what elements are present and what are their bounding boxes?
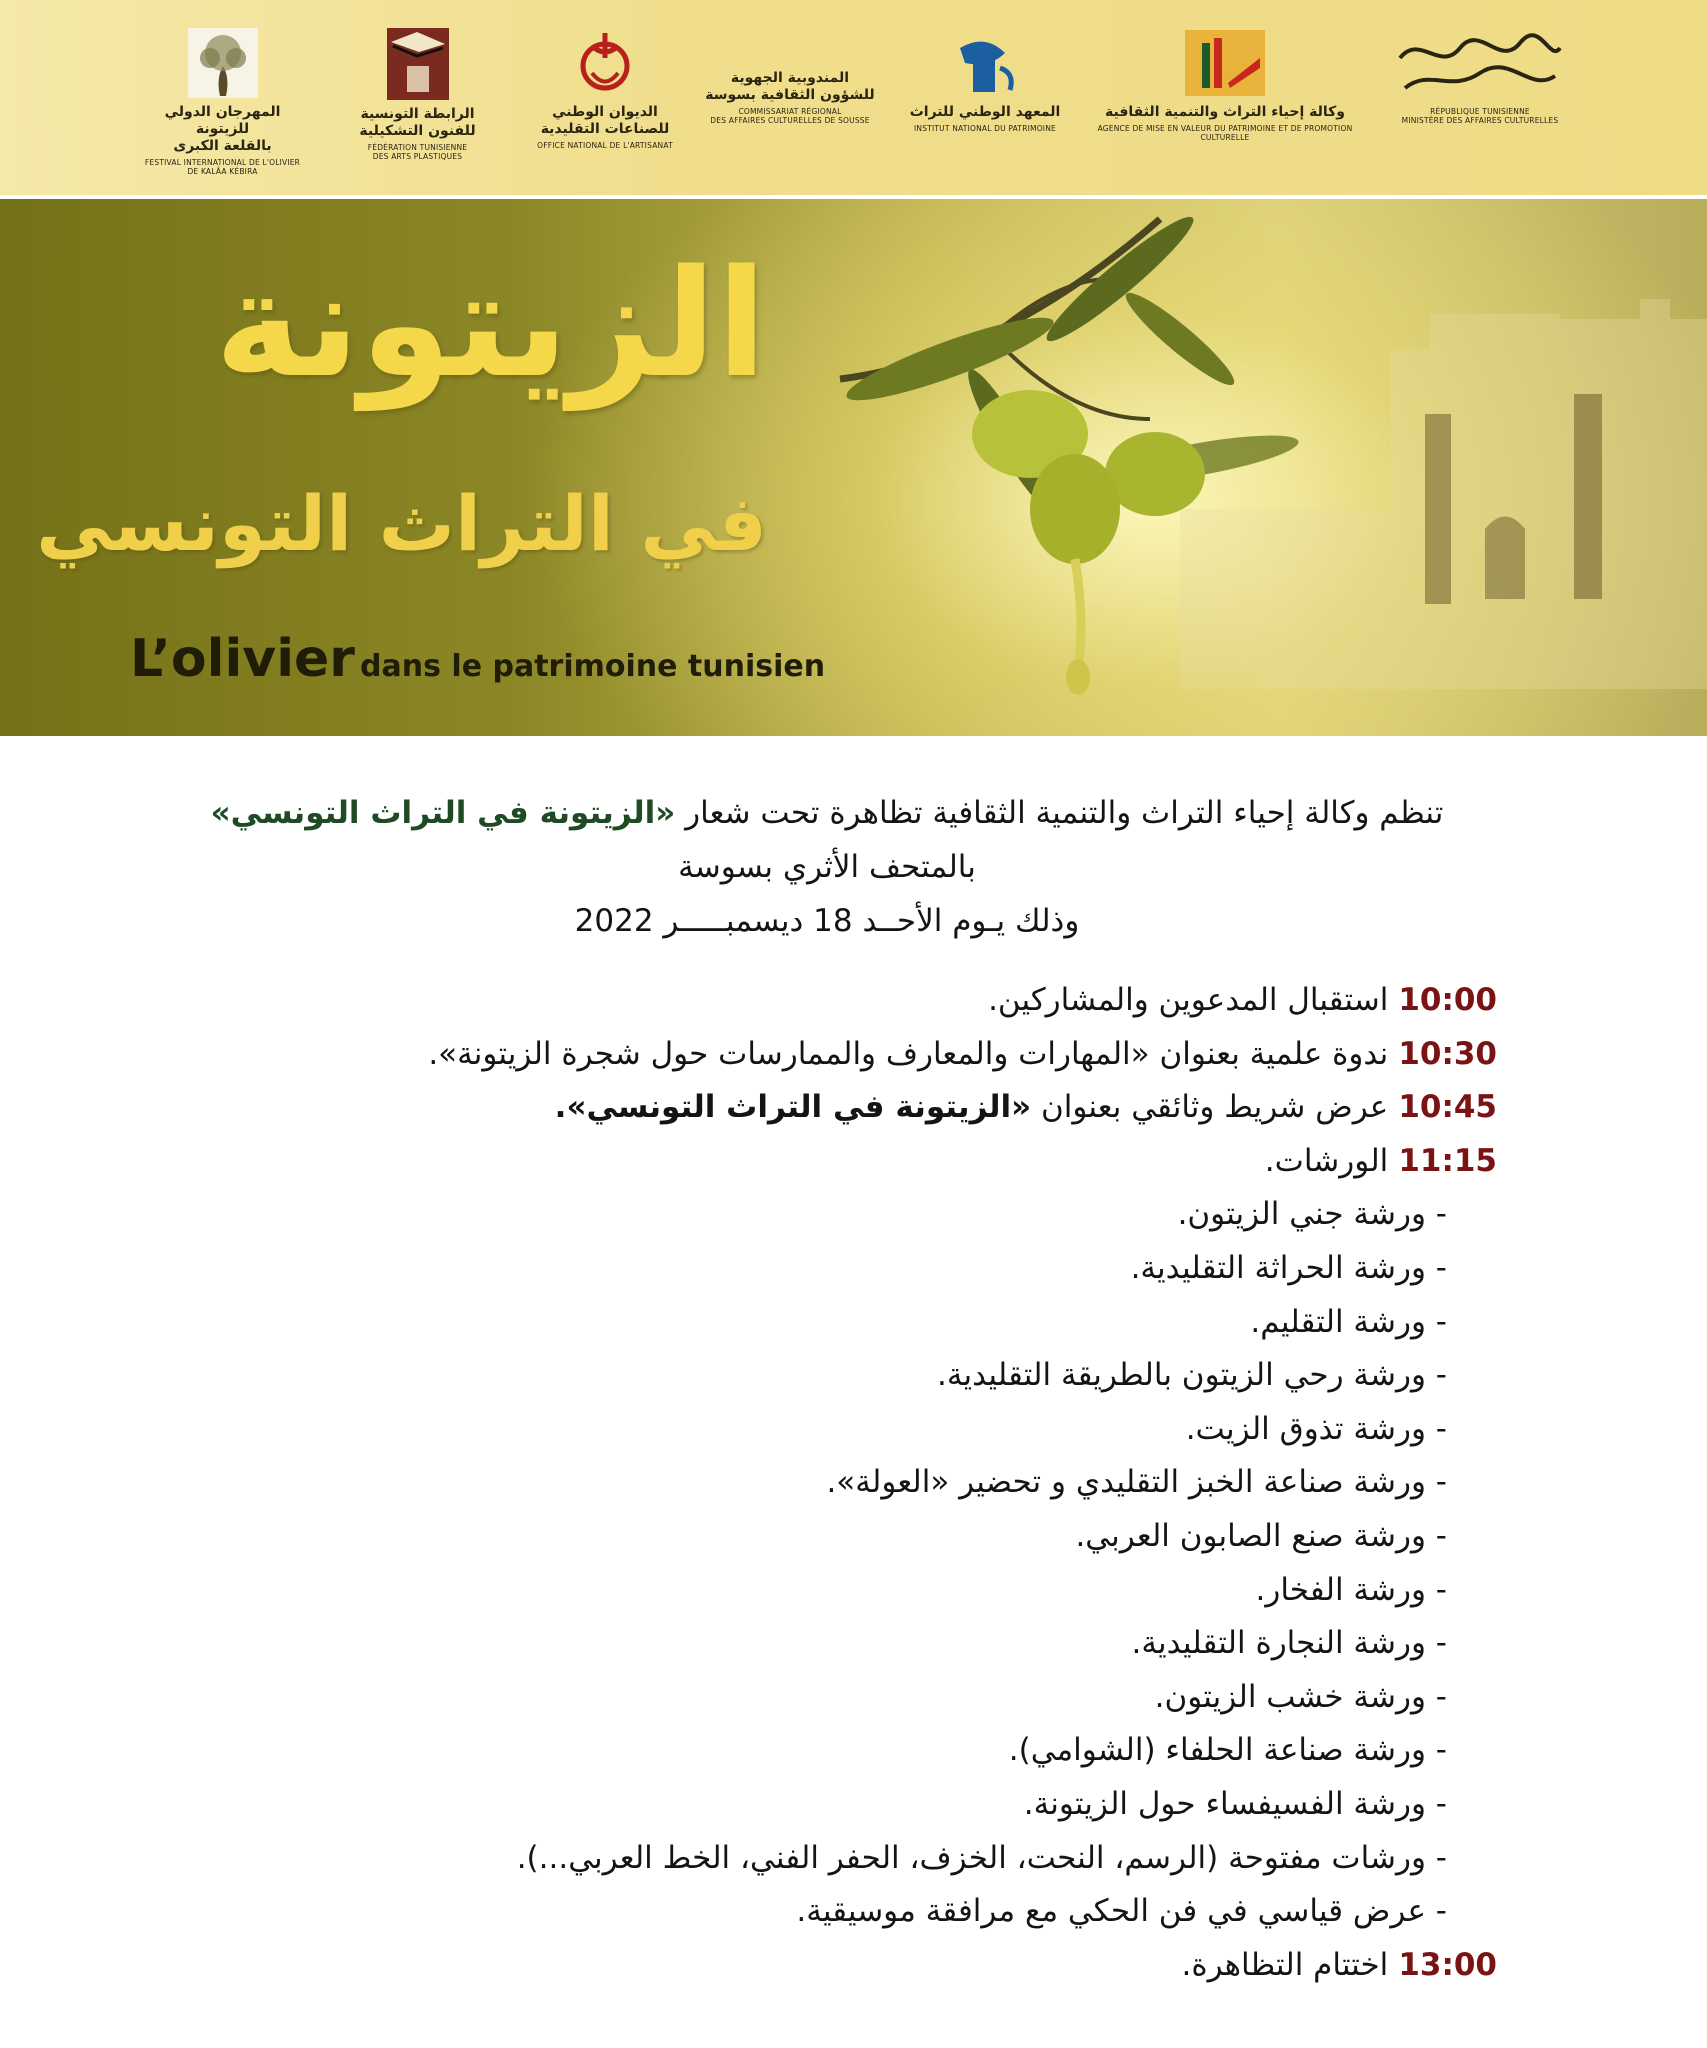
logo-inp xyxy=(905,28,1065,133)
workshop-item: - ورشة الفسيفساء حول الزيتونة. xyxy=(197,1778,1447,1832)
logo-ministry xyxy=(1375,28,1585,125)
logo-amvppc-ar: وكالة إحياء التراث والتنمية الثقافية xyxy=(1105,104,1345,120)
logo-ministry-fr: RÉPUBLIQUE TUNISIENNE MINISTÈRE DES AFFAIRES CULTURELLES xyxy=(1401,107,1559,125)
schedule-text: عرض شريط وثائقي بعنوان xyxy=(1031,1089,1389,1126)
intro-line-1 xyxy=(177,786,1477,840)
logo-onat-fr: OFFICE NATIONAL DE L'ARTISANAT xyxy=(537,141,673,150)
logo-festival-olivier xyxy=(140,28,305,176)
logo-amvppc xyxy=(1090,28,1360,142)
workshop-item: - ورشة صناعة الخبز التقليدي و تحضير «العولة». xyxy=(197,1456,1447,1510)
schedule-item xyxy=(197,974,1497,1028)
workshop-item: - ورشة الفخار. xyxy=(197,1564,1447,1618)
workshop-item: - ورشة التقليم. xyxy=(197,1296,1447,1350)
logo-ftap xyxy=(345,28,490,161)
workshop-item: - ورشة جني الزيتون. xyxy=(197,1188,1447,1242)
workshop-item: - ورشة صناعة الحلفاء (الشوامي). xyxy=(197,1724,1447,1778)
schedule-item xyxy=(197,1135,1497,1189)
schedule-list xyxy=(197,974,1497,1992)
schedule-item xyxy=(197,1081,1497,1135)
workshop-item: - ورشة تذوق الزيت. xyxy=(197,1403,1447,1457)
amvppc-icon xyxy=(1180,28,1270,98)
logo-festival-ar: المهرجان الدولي للزيتونة بالقلعة الكبرى xyxy=(164,104,281,154)
workshop-item: - ورشة خشب الزيتون. xyxy=(197,1671,1447,1725)
banner-subtitle: في التراث التونسي xyxy=(36,479,767,568)
workshop-item: - ورشة الحراثة التقليدية. xyxy=(197,1242,1447,1296)
schedule-time: 10:30 xyxy=(1398,1035,1497,1072)
olive-fruit xyxy=(1105,432,1205,516)
intro-organizer-text: تنظم وكالة إحياء التراث والتنمية الثقافية تظاهرة تحت شعار xyxy=(675,795,1444,831)
schedule-text: الورشات. xyxy=(1264,1142,1389,1179)
logo-ftap-fr: FÉDÉRATION TUNISIENNE DES ARTS PLASTIQUES xyxy=(367,143,468,161)
hero-banner xyxy=(0,199,1707,736)
program-content xyxy=(0,736,1707,2048)
schedule-time: 13:00 xyxy=(1398,1946,1497,1983)
banner-french-title xyxy=(130,629,825,689)
logo-onat xyxy=(530,28,680,150)
workshop-item: - ورشة رحي الزيتون بالطريقة التقليدية. xyxy=(197,1349,1447,1403)
workshop-item: - ورشات مفتوحة (الرسم، النحت، الخزف، الحفر الفني، الخط العربي...). xyxy=(197,1832,1447,1886)
schedule-time: 11:15 xyxy=(1398,1142,1497,1179)
schedule-item xyxy=(197,1028,1497,1082)
schedule-item-closing xyxy=(197,1939,1497,1993)
inp-icon xyxy=(945,28,1025,98)
logo-inp-ar: المعهد الوطني للتراث xyxy=(909,104,1061,120)
logo-festival-fr: FESTIVAL INTERNATIONAL DE L'OLIVIER DE KALÂA KÉBIRA xyxy=(144,158,301,176)
onat-icon xyxy=(570,28,640,98)
workshop-item: - عرض قياسي في فن الحكي مع مرافقة موسيقية. xyxy=(197,1885,1447,1939)
banner-title: الزيتونة xyxy=(214,238,767,410)
olive-fruit xyxy=(1030,454,1120,564)
ministry-calligraphy-icon xyxy=(1390,28,1570,98)
schedule-text: استقبال المدعوين والمشاركين. xyxy=(988,982,1389,1018)
logo-commissariat-ar: المندوبية الجهوية للشؤون الثقافية بسوسة xyxy=(705,70,875,103)
schedule-time: 10:45 xyxy=(1398,1089,1497,1126)
logo-commissariat-sousse xyxy=(700,70,880,125)
banner-french-title-rest: dans le patrimoine tunisien xyxy=(360,649,826,684)
intro-paragraph xyxy=(177,786,1477,948)
schedule-time: 10:00 xyxy=(1398,982,1497,1018)
schedule-text: ندوة علمية بعنوان «المهارات والمعارف والممارسات حول شجرة الزيتونة». xyxy=(428,1035,1389,1072)
banner-french-title-main: L’olivier xyxy=(130,629,355,689)
partner-logos-bar xyxy=(0,0,1707,199)
workshop-item: - ورشة النجارة التقليدية. xyxy=(197,1617,1447,1671)
logo-onat-ar: الديوان الوطني للصناعات التقليدية xyxy=(540,104,670,137)
schedule-text-bold: «الزيتونة في التراث التونسي». xyxy=(554,1089,1032,1126)
logo-amvppc-fr: AGENCE DE MISE EN VALEUR DU PATRIMOINE ET DE PROMOTION CULTURELLE xyxy=(1097,124,1353,142)
fortress-arch-door xyxy=(1485,517,1525,600)
oil-drop xyxy=(1066,659,1090,695)
olive-tree-icon xyxy=(188,28,258,98)
intro-theme: «الزيتونة في التراث التونسي» xyxy=(210,795,676,831)
intro-date: وذلك يـوم الأحــد 18 ديسمبـــــر 2022 xyxy=(574,903,1080,939)
schedule-text: اختتام التظاهرة. xyxy=(1181,1946,1389,1983)
ftap-icon xyxy=(387,28,449,100)
workshop-item: - ورشة صنع الصابون العربي. xyxy=(197,1510,1447,1564)
logo-ftap-ar: الرابطة التونسية للفنون التشكيلية xyxy=(359,106,476,139)
logo-commissariat-fr: COMMISSARIAT RÉGIONAL DES AFFAIRES CULTURELLES DE SOUSSE xyxy=(710,107,870,125)
logo-inp-fr: INSTITUT NATIONAL DU PATRIMOINE xyxy=(914,124,1056,133)
intro-venue: بالمتحف الأثري بسوسة xyxy=(678,849,976,885)
workshop-list xyxy=(197,1188,1497,1938)
